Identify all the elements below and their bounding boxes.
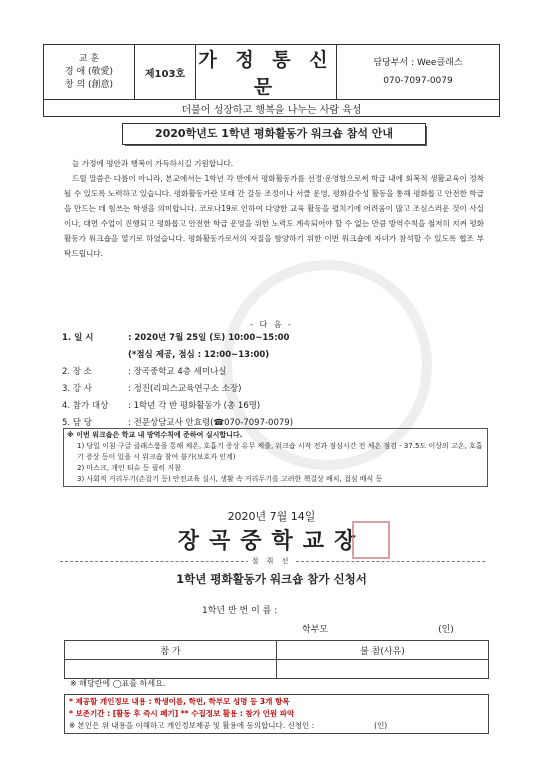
detail-row — [62, 398, 293, 415]
attend-header: 참 가 — [65, 641, 277, 660]
greeting: 늘 가정에 평안과 행복이 가득하시길 기원합니다. — [72, 159, 234, 168]
detail-row — [62, 347, 293, 364]
detail-value: (*점심 제공, 점심 : 12:00~13:00) — [128, 350, 270, 360]
detail-value: : 전문상담교사 안효령(☎070-7097-0079) — [128, 418, 294, 428]
motto-line: 경 애 (敬愛) — [64, 66, 114, 77]
issue-number: 제103호 — [135, 45, 196, 100]
quarantine-notice — [63, 428, 488, 487]
detail-label: 3. 강 사 — [62, 384, 92, 394]
privacy-item: * 보존기간 : [활동 후 즉시 폐기] ** 수집정보 활용 : 참가 인원 파악 — [69, 709, 295, 718]
consent-text: ※ 본인은 위 내용을 이해하고 개인정보제공 및 활용에 동의합니다. 신청인 : — [69, 721, 315, 730]
department: 담당부서 : Wee클래스 — [373, 58, 463, 68]
detail-value: : 장곡중학교 4층 세미나실 — [128, 367, 227, 377]
notice-item: 2) 마스크, 개인 티슈 등 필히 지참 — [77, 464, 181, 472]
detail-row — [62, 364, 293, 381]
absent-header: 불 참(사유) — [277, 641, 489, 660]
attend-cell[interactable] — [65, 660, 277, 679]
detail-value: : 정진(리피스교육연구소 소장) — [128, 384, 242, 394]
detail-label: 1. 일 시 — [62, 333, 94, 343]
absent-cell[interactable] — [277, 660, 489, 679]
cut-line-label — [0, 556, 543, 566]
student-info-field[interactable]: 1학년 반 번 이 름 : — [202, 606, 278, 616]
notice-heading: ※ 이번 워크숍은 학교 내 방역수칙에 준하여 실시합니다. — [67, 431, 243, 439]
motto-line: 창 의 (創意) — [64, 79, 114, 90]
parent-label: 학부모 — [302, 625, 329, 635]
notice-item: 1) 당일 이침 구글 클래스룸을 통해 체온, 호흡기 증상 유무 체출, 워크숍 시작 전과 점심시간 전 체온 점검 - 37.5도 이상의 고온, 호흡기 증상 등이 있을 시 워크숍 참여 불가(보호자 인계) — [77, 442, 483, 461]
contact-info — [337, 45, 500, 100]
newsletter-title: 가 정 통 신 문 — [196, 45, 337, 100]
detail-label: 5. 담 당 — [62, 418, 92, 428]
detail-label: 4. 참가 대상 — [62, 401, 109, 411]
parent-name-field[interactable] — [302, 622, 454, 635]
detail-label: 2. 장 소 — [62, 367, 92, 377]
principal-signature: 장곡중학교장 — [177, 529, 366, 554]
issue-date: 2020년 7월 14일 — [227, 510, 316, 523]
detail-row — [62, 330, 293, 347]
section-divider: - 다 음 - — [250, 320, 293, 329]
school-slogan: 더불어 성장하고 행복을 나누는 사람 육성 — [44, 100, 500, 117]
newsletter-header — [43, 44, 500, 117]
school-motto — [44, 45, 135, 100]
detail-value: : 2020년 7월 25일 (토) 10:00~15:00 — [128, 333, 290, 343]
parent-seal-mark: (인) — [438, 625, 454, 635]
detail-value: : 1학년 각 반 평화활동가 (총 16명) — [128, 401, 261, 411]
official-seal — [352, 521, 390, 559]
application-title: 1학년 평화활동가 워크숍 참가 신청서 — [176, 572, 367, 586]
notice-item: 3) 사회적 거리두기(손잡기 등) 안전교육 실시, 생활 속 거리두기를 고려한 책걸상 배치, 접심 배식 등 — [77, 475, 383, 483]
phone-number: 070-7097-0079 — [383, 76, 453, 86]
instruction-note: ※ 해당란에 ◯표를 하세요. — [70, 679, 166, 688]
letter-body — [64, 156, 484, 261]
consent-seal: (인) — [374, 721, 388, 730]
attendance-table — [64, 640, 489, 679]
motto-line: 교 훈 — [78, 53, 100, 64]
body-paragraph: 드릴 말씀은 다름이 아니라, 본교에서는 1학년 각 반에서 평화활동가를 선정·운영함으로써 학급 내에 회복적 생활교육이 정착될 수 있도록 노력하고 있습니다. 평화활동가란 또래 간 갈등 조정이나 서클 운영, 평화감수성 활동을 통해 평화롭고 안전한 학급을 만드는 데 힘쓰는 학생을 의미합니다. 코로나19로 인하여 다양한 교육 활동을 펼치기에 어려움이 많고 조심스러운 것이 사실이나, 대면 수업이 진행되고 평화롭고 안전한 학급 운영을 위한 노력도 계속되어야 할 수 없는 만큼 방역수칙을 철저히 지켜 평화활동가 워크숍을 열기로 하였습니다. 평화활동가로서의 자질을 함양하기 위한 이번 워크숍에 자녀가 참석할 수 있도록 협조 부탁드립니다. — [64, 174, 484, 258]
detail-row — [62, 381, 293, 398]
privacy-consent — [69, 720, 484, 732]
privacy-consent-box — [64, 694, 489, 734]
privacy-item: * 제공할 개인정보 내용 : 학생이름, 학번, 학부모 성명 등 3개 항목 — [69, 697, 290, 706]
document-title: 2020학년도 1학년 평화활동가 워크숍 참석 안내 — [122, 123, 426, 145]
cut-line-text: 절 취 선 — [248, 557, 296, 565]
event-details — [62, 330, 293, 432]
